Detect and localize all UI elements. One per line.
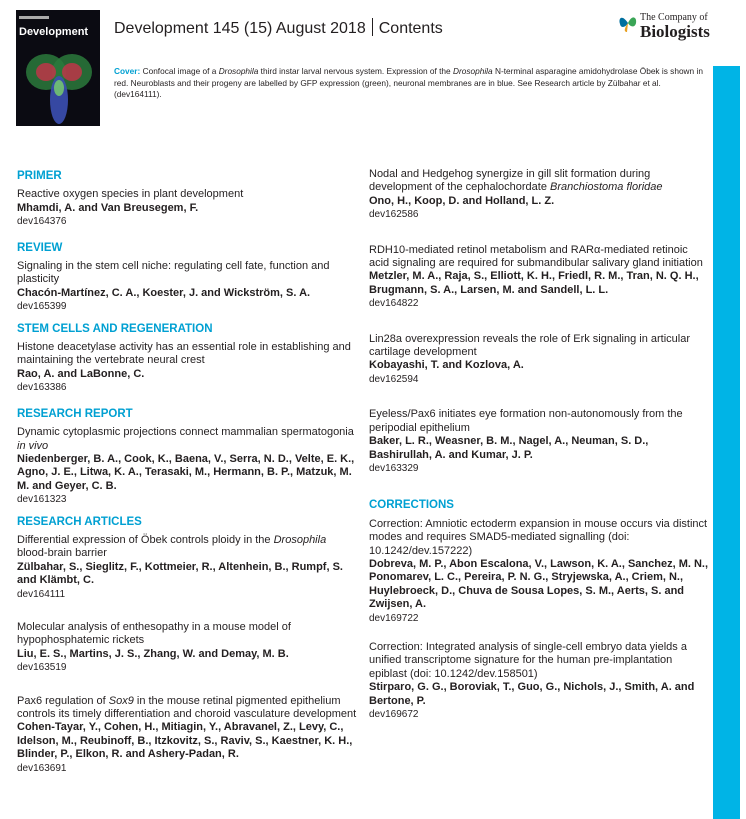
cover-image[interactable] <box>16 10 100 126</box>
caption-text: N-terminal asparagine amidohydrolase Öbek is shown in red. Neuroblasts and their progeny are labelled by GFP expression (green), neuronal membranes are in blue. See Research article by Zülbahar et al. (dev164111). <box>114 66 703 99</box>
section-heading-research-report: RESEARCH REPORT <box>17 407 133 420</box>
article-authors: Dobreva, M. P., Abon Escalona, V., Lawson, K. A., Sanchez, M. N., Ponomarev, L. C., Pereira, P. N. G., Stryjewska, A., Criem, N., Huylebroeck, D., Chuva de Sousa Lopes, S. M., Aerts, S. and Zwijsen, A. <box>369 557 709 611</box>
section-heading-stem-cells: STEM CELLS AND REGENERATION <box>17 322 213 335</box>
cover-micrograph <box>16 10 100 126</box>
title-italic: in vivo <box>17 439 49 452</box>
article-code: dev169672 <box>369 709 419 720</box>
logo-line-2: Biologists <box>640 22 710 41</box>
article-entry[interactable] <box>369 168 709 222</box>
article-title[interactable]: Molecular analysis of enthesopathy in a mouse model of hypophosphatemic rickets <box>17 620 291 647</box>
caption-italic: Drosophila <box>452 66 493 76</box>
title-text: Dynamic cytoplasmic projections connect mammalian spermatogonia <box>17 426 354 439</box>
article-code: dev162586 <box>369 209 419 221</box>
article-title[interactable]: RDH10-mediated retinol metabolism and RARα-mediated retinoic acid signaling are required for submandibular salivary gland initiation <box>369 243 703 270</box>
article-entry[interactable] <box>17 188 357 228</box>
article-authors: Zülbahar, S., Sieglitz, F., Kottmeier, R., Altenhein, B., Rumpf, S. and Klämbt, C. <box>17 560 343 587</box>
article-authors: Ono, H., Koop, D. and Holland, L. Z. <box>369 194 555 207</box>
contents-left-column <box>17 170 357 784</box>
caption-italic: Drosophila <box>218 66 259 76</box>
article-authors: Mhamdi, A. and Van Breusegem, F. <box>17 201 199 214</box>
article-code: dev164111 <box>17 588 66 600</box>
article-title[interactable]: Reactive oxygen species in plant development <box>17 188 244 201</box>
cover-label: Cover: <box>114 66 141 76</box>
article-title[interactable]: Correction: Amniotic ectoderm expansion in mouse occurs via distinct modes and requires SMAD5-mediated signalling (doi: 10.1242/dev.157222) <box>369 517 708 557</box>
article-entry[interactable] <box>369 244 709 311</box>
article-entry[interactable] <box>17 534 357 601</box>
section-name: Contents <box>378 20 443 37</box>
title-italic: Sox9 <box>108 694 134 707</box>
section-heading-primer: PRIMER <box>17 170 62 182</box>
article-entry[interactable] <box>17 695 357 775</box>
caption-text: Confocal image of a <box>140 66 219 76</box>
article-code: dev165399 <box>17 301 67 313</box>
title-text: in the mouse retinal pigmented epithelium controls its timely differentiation and choroid vasculature development <box>17 694 357 720</box>
article-title[interactable]: Correction: Integrated analysis of single-cell embryo data yields a unified transcriptome signature for the human pre-implantation epiblast (doi: 10.1242/dev.158501) <box>369 640 687 680</box>
article-title[interactable]: Lin28a overexpression reveals the role of Erk signaling in articular cartilage development <box>369 332 691 359</box>
title-text: Differential expression of Öbek controls ploidy in the <box>17 533 274 546</box>
article-title[interactable] <box>369 168 709 195</box>
article-code: dev161323 <box>17 494 67 506</box>
article-title[interactable]: Signaling in the stem cell niche: regulating cell fate, function and plasticity <box>17 260 330 286</box>
contents-right-column <box>369 168 709 743</box>
article-code: dev164822 <box>369 298 419 310</box>
article-code: dev163386 <box>17 382 67 394</box>
article-authors: Baker, L. R., Weasner, B. M., Nagel, A., Neuman, S. D., Bashirullah, A. and Kumar, J. P. <box>369 435 649 461</box>
article-code: dev162594 <box>369 373 419 385</box>
article-authors: Metzler, M. A., Raja, S., Elliott, K. H., Friedl, R. M., Tran, N. Q. H., Brugmann, S. A., Larsen, M. and Sandell, L. L. <box>369 270 699 296</box>
article-code: dev163329 <box>369 462 419 474</box>
article-authors: Chacón-Martínez, C. A., Koester, J. and Wickström, S. A. <box>17 286 311 299</box>
article-entry[interactable] <box>369 408 709 475</box>
article-authors: Cohen-Tayar, Y., Cohen, H., Mitiagin, Y., Abravanel, Z., Levy, C., Idelson, M., Reubinoff, B., Itzkovitz, S., Raviv, S., Kaestner, K. H., Blinder, P., Elkon, R. and Ashery-Padan, R. <box>17 721 353 761</box>
title-divider <box>372 18 373 36</box>
article-entry[interactable] <box>369 333 709 387</box>
article-entry[interactable] <box>369 641 709 721</box>
section-heading-review: REVIEW <box>17 241 63 254</box>
article-title[interactable]: Eyeless/Pax6 initiates eye formation non-autonomously from the peripodial epithelium <box>369 408 683 434</box>
side-accent-bar <box>713 66 740 819</box>
article-authors: Niedenberger, B. A., Cook, K., Baena, V., Serra, N. D., Velte, E. K., Agno, J. E., Litwa, K. A., Terasaki, M., Hermann, B. P., Matzuk, M. M. and Geyer, C. B. <box>17 452 355 492</box>
title-text: Pax6 regulation of <box>17 694 109 707</box>
cover-journal-title: Development <box>19 26 89 38</box>
article-code: dev164376 <box>17 216 67 228</box>
article-code: dev169722 <box>369 612 419 624</box>
article-entry[interactable] <box>369 518 709 625</box>
cover-caption <box>114 66 706 101</box>
article-entry[interactable] <box>17 621 357 675</box>
title-text: Nodal and Hedgehog synergize in gill slit formation during development of the cephalochordate <box>369 168 651 194</box>
butterfly-icon <box>618 12 638 34</box>
title-text: blood-brain barrier <box>17 547 107 560</box>
article-code: dev163691 <box>17 762 67 774</box>
logo-line-1: The Company of <box>640 12 708 23</box>
article-title[interactable] <box>17 534 357 561</box>
caption-text: third instar larval nervous system. Expression of the <box>258 66 453 76</box>
page-title <box>114 18 443 38</box>
article-authors: Liu, E. S., Martins, J. S., Zhang, W. and Demay, M. B. <box>17 647 289 660</box>
article-entry[interactable] <box>17 341 357 395</box>
article-entry[interactable] <box>17 260 357 314</box>
article-title[interactable]: Histone deacetylase activity has an essential role in establishing and maintaining the vertebrate neural crest <box>17 341 351 367</box>
title-italic: Drosophila <box>273 533 327 546</box>
publisher-logo[interactable] <box>618 10 714 44</box>
article-title[interactable] <box>17 695 357 722</box>
article-entry[interactable] <box>17 426 357 506</box>
section-heading-corrections: CORRECTIONS <box>369 499 454 512</box>
article-authors: Kobayashi, T. and Kozlova, A. <box>369 359 524 372</box>
title-italic: Branchiostoma floridae <box>550 181 663 194</box>
issue-title: Development 145 (15) August 2018 <box>114 20 366 37</box>
article-authors: Stirparo, G. G., Boroviak, T., Guo, G., Nichols, J., Smith, A. and Bertone, P. <box>369 681 695 707</box>
article-authors: Rao, A. and LaBonne, C. <box>17 367 145 380</box>
article-code: dev163519 <box>17 662 67 674</box>
section-heading-research-articles: RESEARCH ARTICLES <box>17 515 142 528</box>
article-title[interactable] <box>17 426 357 453</box>
